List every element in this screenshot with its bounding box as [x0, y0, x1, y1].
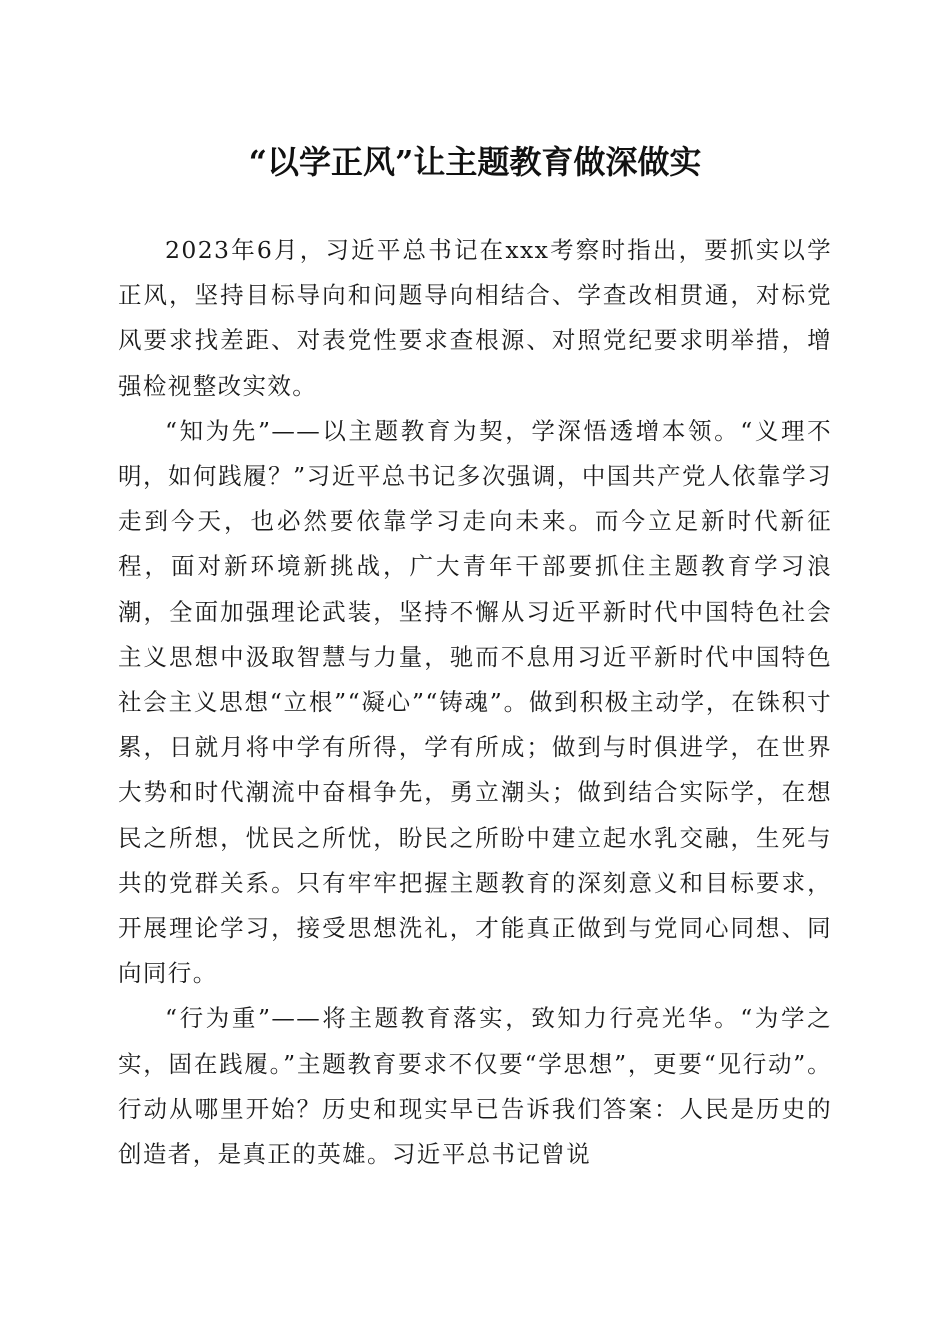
document-title: “以学正风”让主题教育做深做实: [248, 143, 702, 181]
document-body: [118, 228, 832, 1177]
paragraph: “知为先”——以主题教育为契，学深悟透增本领。“义理不明，如何践履？”习近平总书记多次强调，中国共产党人依靠学习走到今天，也必然要依靠学习走向未来。而今立足新时代新征程，面对新环境新挑战，广大青年干部要抓住主题教育学习浪潮，全面加强理论武装，坚持不懈从习近平新时代中国特色社会主义思想中汲取智慧与力量，驰而不息用习近平新时代中国特色社会主义思想“立根”“凝心”“铸魂”。做到积极主动学，在铢积寸累，日就月将中学有所得，学有所成；做到与时俱进学，在世界大势和时代潮流中奋楫争先，勇立潮头；做到结合实际学，在想民之所想，忧民之所忧，盼民之所盼中建立起水乳交融，生死与共的党群关系。只有牢牢把握主题教育的深刻意义和目标要求，开展理论学习，接受思想洗礼，才能真正做到与党同心同想、同向同行。: [118, 416, 832, 988]
paragraph: 2023年6月，习近平总书记在xxx考察时指出，要抓实以学正风，坚持目标导向和问题导向相结合、学查改相贯通，对标党风要求找差距、对表党性要求查根源、对照党纪要求明举措，增强检视整改实效。: [118, 236, 832, 400]
paragraph: “行为重”——将主题教育落实，致知力行亮光华。“为学之实，固在践履。”主题教育要求不仅要“学思想”，更要“见行动”。行动从哪里开始？历史和现实早已告诉我们答案：人民是历史的创造者，是真正的英雄。习近平总书记曾说: [118, 1004, 832, 1169]
